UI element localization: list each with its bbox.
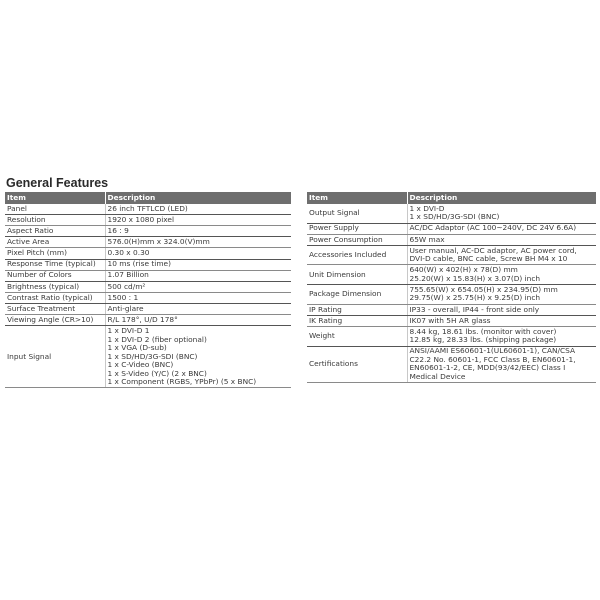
- row-label: Aspect Ratio: [5, 226, 105, 237]
- row-label: Certifications: [307, 346, 407, 383]
- table-row: [5, 204, 291, 215]
- column-header-description: Description: [105, 192, 291, 204]
- row-label: Viewing Angle (CR>10): [5, 315, 105, 326]
- row-value: User manual, AC-DC adaptor, AC power cord, DVI-D cable, BNC cable, Screw BH M4 x 10: [407, 245, 596, 265]
- row-label: Power Consumption: [307, 234, 407, 245]
- row-value: 26 inch TFTLCD (LED): [105, 204, 291, 215]
- table-row: [5, 248, 291, 259]
- table-row: [5, 226, 291, 237]
- row-label: Resolution: [5, 215, 105, 226]
- table-row: [5, 259, 291, 270]
- row-value: 576.0(H)mm x 324.0(V)mm: [105, 237, 291, 248]
- row-label: Number of Colors: [5, 270, 105, 281]
- table-row: [307, 245, 596, 265]
- table-row: [307, 223, 596, 234]
- row-label: Power Supply: [307, 223, 407, 234]
- table-row: [5, 303, 291, 314]
- column-header-item: Item: [5, 192, 105, 204]
- table-row: [307, 265, 596, 285]
- row-label: Brightness (typical): [5, 281, 105, 292]
- row-value: 1 x DVI-D 1 1 x DVI-D 2 (fiber optional) 1 x VGA (D-sub) 1 x SD/HD/3G-SDI (BNC) 1 x C-Video (BNC) 1 x S-Video (Y/C) (2 x BNC) 1 x Component (RGBS, YPbPr) (5 x BNC): [105, 326, 291, 388]
- table-row: [307, 304, 596, 315]
- row-value: IP33 - overall, IP44 - front side only: [407, 304, 596, 315]
- table-row: [5, 292, 291, 303]
- table-row: [307, 346, 596, 383]
- row-label: Active Area: [5, 237, 105, 248]
- row-label: Panel: [5, 204, 105, 215]
- row-value: 16 : 9: [105, 226, 291, 237]
- table-row: [5, 315, 291, 326]
- column-header-description: Description: [407, 192, 596, 204]
- table-row: [5, 215, 291, 226]
- table-header-row: [307, 192, 596, 204]
- row-label: Input Signal: [5, 326, 105, 388]
- row-label: Weight: [307, 326, 407, 346]
- section-title: General Features: [6, 176, 109, 190]
- table-row: [5, 270, 291, 281]
- table-row: [307, 204, 596, 223]
- row-value: 0.30 x 0.30: [105, 248, 291, 259]
- column-header-item: Item: [307, 192, 407, 204]
- row-label: Pixel Pitch (mm): [5, 248, 105, 259]
- row-label: Unit Dimension: [307, 265, 407, 285]
- row-label: Surface Treatment: [5, 303, 105, 314]
- table-row: [5, 237, 291, 248]
- row-value: 1.07 Billion: [105, 270, 291, 281]
- row-label: IK Rating: [307, 315, 407, 326]
- row-label: Accessories Included: [307, 245, 407, 265]
- row-value: 640(W) x 402(H) x 78(D) mm 25.20(W) x 15.83(H) x 3.07(D) inch: [407, 265, 596, 285]
- row-value: ANSI/AAMI ES60601-1(UL60601-1), CAN/CSA C22.2 No. 60601-1, FCC Class B, EN60601-1, EN60601-1-2, CE, MDD(93/42/EEC) Class I Medical Device: [407, 346, 596, 383]
- row-value: 1 x DVI-D 1 x SD/HD/3G-SDI (BNC): [407, 204, 596, 223]
- table-row: [5, 281, 291, 292]
- row-value: 500 cd/m²: [105, 281, 291, 292]
- table-row: [5, 326, 291, 388]
- row-value: 65W max: [407, 234, 596, 245]
- row-value: R/L 178°, U/D 178°: [105, 315, 291, 326]
- row-label: IP Rating: [307, 304, 407, 315]
- table-row: [307, 234, 596, 245]
- row-label: Package Dimension: [307, 285, 407, 305]
- table-row: [307, 285, 596, 305]
- general-features-table-left: [5, 192, 291, 388]
- row-value: 1920 x 1080 pixel: [105, 215, 291, 226]
- row-value: IK07 with 5H AR glass: [407, 315, 596, 326]
- table-row: [307, 326, 596, 346]
- right-table-body: [307, 204, 596, 383]
- row-label: Response Time (typical): [5, 259, 105, 270]
- row-value: 1500 : 1: [105, 292, 291, 303]
- table-header-row: [5, 192, 291, 204]
- left-table-body: [5, 204, 291, 388]
- row-value: Anti-glare: [105, 303, 291, 314]
- general-features-table-right: [307, 192, 596, 383]
- row-value: 8.44 kg, 18.61 lbs. (monitor with cover) 12.85 kg, 28.33 lbs. (shipping package): [407, 326, 596, 346]
- row-value: AC/DC Adaptor (AC 100~240V, DC 24V 6.6A): [407, 223, 596, 234]
- table-row: [307, 315, 596, 326]
- row-value: 755.65(W) x 654.05(H) x 234.95(D) mm 29.75(W) x 25.75(H) x 9.25(D) inch: [407, 285, 596, 305]
- row-label: Output Signal: [307, 204, 407, 223]
- row-value: 10 ms (rise time): [105, 259, 291, 270]
- row-label: Contrast Ratio (typical): [5, 292, 105, 303]
